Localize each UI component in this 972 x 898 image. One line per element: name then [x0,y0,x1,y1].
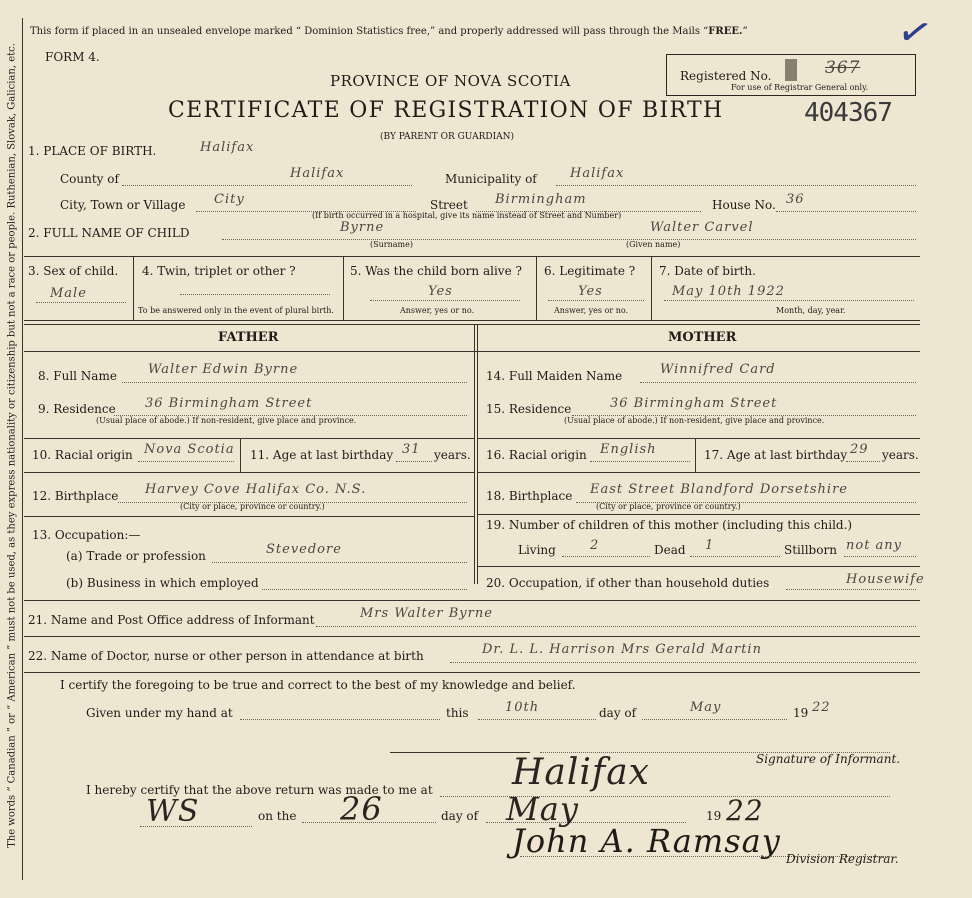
county-label: County of [60,172,119,186]
day-of-label: day of [599,706,637,720]
top-notice: This form if placed in an unsealed envelope marked “ Dominion Statistics free,” and properly addressed will pass through the Mails “FREE.” [30,26,748,37]
registrar-month-value: May [506,790,579,828]
mother-age-label: 17. Age at last birthday [704,448,848,462]
street-label: Street [430,198,468,212]
legitimate-value: Yes [578,284,603,299]
sex-label: 3. Sex of child. [28,264,119,278]
alive-label: 5. Was the child born alive ? [350,264,522,278]
mother-residence-label: 15. Residence [486,402,572,416]
city-value: City [214,192,245,207]
child-surname: Byrne [340,220,385,235]
father-name-label: 8. Full Name [38,369,117,383]
place-of-birth-value: Halifax [200,140,255,155]
city-label: City, Town or Village [60,198,186,212]
alive-value: Yes [428,284,453,299]
doctor-label: 22. Name of Doctor, nurse or other person in attendance at birth [28,649,424,663]
dob-note: Month, day, year. [776,306,846,315]
dead-value: 1 [705,538,715,553]
registered-value: 367 [825,58,861,78]
mother-occupation-label: 20. Occupation, if other than household duties [486,576,770,590]
father-birthplace-value: Harvey Cove Halifax Co. N.S. [145,482,367,497]
county-value: Halifax [290,166,345,181]
surname-caption: (Surname) [370,240,413,249]
legitimate-note: Answer, yes or no. [554,306,629,315]
place-of-birth-label: 1. PLACE OF BIRTH. [28,144,157,158]
certificate-subtitle: (BY PARENT OR GUARDIAN) [380,132,515,142]
mother-children-label: 19. Number of children of this mother (including this child.) [486,518,853,532]
living-label: Living [518,543,556,557]
hereby-certify-text: I hereby certify that the above return was made to me at [86,783,433,797]
stamp-mark [785,59,797,81]
house-value: 36 [786,192,805,207]
sex-value: Male [50,286,87,301]
house-label: House No. [712,198,776,212]
father-occupation-label: 13. Occupation:— [32,528,141,542]
father-birthplace-note: (City or place, province or country.) [180,502,325,511]
father-age-value: 31 [402,442,421,457]
mother-racial-label: 16. Racial origin [486,448,587,462]
registrar-signature: John A. Ramsay [512,822,781,860]
dob-value: May 10th 1922 [672,284,785,299]
father-name-value: Walter Edwin Byrne [148,362,299,377]
doctor-value: Dr. L. L. Harrison Mrs Gerald Martin [482,642,762,657]
registrar-ws-value: WS [146,794,200,829]
municipality-label: Municipality of [445,172,537,186]
father-birthplace-label: 12. Birthplace [32,489,119,503]
twin-label: 4. Twin, triplet or other ? [142,264,296,278]
given-under-label: Given under my hand at [86,706,233,720]
full-name-label: 2. FULL NAME OF CHILD [28,226,190,240]
mother-racial-value: English [600,442,657,457]
certificate-title: CERTIFICATE OF REGISTRATION OF BIRTH [168,98,724,123]
form-number: FORM 4. [45,50,100,64]
informant-value: Mrs Walter Byrne [360,606,493,621]
father-trade-value: Stevedore [266,542,342,557]
check-mark: ✓ [892,6,938,60]
father-age-label: 11. Age at last birthday [250,448,394,462]
this-label: this [446,706,469,720]
registrar-note: For use of Registrar General only. [731,83,869,92]
informant-label: 21. Name and Post Office address of Informant [28,613,315,627]
year-prefix: 19 [793,706,809,720]
mother-residence-value: 36 Birmingham Street [610,396,778,411]
registrar-day-value: 26 [340,790,383,828]
registrar-year-prefix: 19 [706,809,722,823]
left-border-line [22,18,23,880]
stillborn-label: Stillborn [784,543,837,557]
mother-birthplace-label: 18. Birthplace [486,489,573,503]
signature-of-informant-caption: Signature of Informant. [756,752,901,766]
given-caption: (Given name) [626,240,681,249]
registrar-place-value: Halifax [512,752,650,793]
father-residence-value: 36 Birmingham Street [145,396,313,411]
this-day-value: 10th [505,700,540,715]
mother-heading: MOTHER [668,330,737,345]
mother-birthplace-note: (City or place, province or country.) [596,502,741,511]
municipality-value: Halifax [570,166,625,181]
mother-name-label: 14. Full Maiden Name [486,369,623,383]
registrar-day-of-label: day of [441,809,479,823]
certify-text: I certify the foregoing to be true and correct to the best of my knowledge and belief. [60,678,576,692]
registered-box [666,54,916,96]
stillborn-value: not any [846,538,903,553]
father-racial-label: 10. Racial origin [32,448,133,462]
street-value: Birmingham [495,192,587,207]
father-residence-label: 9. Residence [38,402,116,416]
father-racial-value: Nova Scotia [144,442,235,457]
mother-occupation-value: Housewife [846,572,925,587]
father-years: years. [434,448,471,462]
legitimate-label: 6. Legitimate ? [544,264,636,278]
year-suffix: 22 [812,700,831,715]
stamp-number: 404367 [804,98,892,128]
living-value: 2 [590,538,600,553]
on-the-label: on the [258,809,297,823]
mother-name-value: Winnifred Card [660,362,776,377]
father-business-label: (b) Business in which employed [66,576,259,590]
mother-birthplace-value: East Street Blandford Dorsetshire [590,482,848,497]
mother-residence-note: (Usual place of abode.) If non-resident, give place and province. [564,416,825,425]
father-heading: FATHER [218,330,279,345]
mother-years: years. [882,448,919,462]
mother-age-value: 29 [850,442,869,457]
father-residence-note: (Usual place of abode.) If non-resident, give place and province. [96,416,357,425]
dob-label: 7. Date of birth. [659,264,756,278]
registered-label: Registered No. [680,69,772,83]
province-heading: PROVINCE OF NOVA SCOTIA [330,72,571,90]
street-note: (If birth occurred in a hospital, give its name instead of Street and Number) [312,211,622,220]
month-value: May [690,700,722,715]
division-registrar-caption: Division Registrar. [786,852,899,866]
twin-note: To be answered only in the event of plural birth. [138,306,334,315]
father-trade-label: (a) Trade or profession [66,549,206,563]
alive-note: Answer, yes or no. [400,306,475,315]
dead-label: Dead [654,543,686,557]
child-given-name: Walter Carvel [650,220,754,235]
side-notice: The words “ Canadian ” or “ American ” must not be used, as they express nationality or citizenship but not a race or people. Ruthenian, Slovak, Galician, etc. [6,43,18,848]
registrar-year-suffix: 22 [726,794,764,827]
